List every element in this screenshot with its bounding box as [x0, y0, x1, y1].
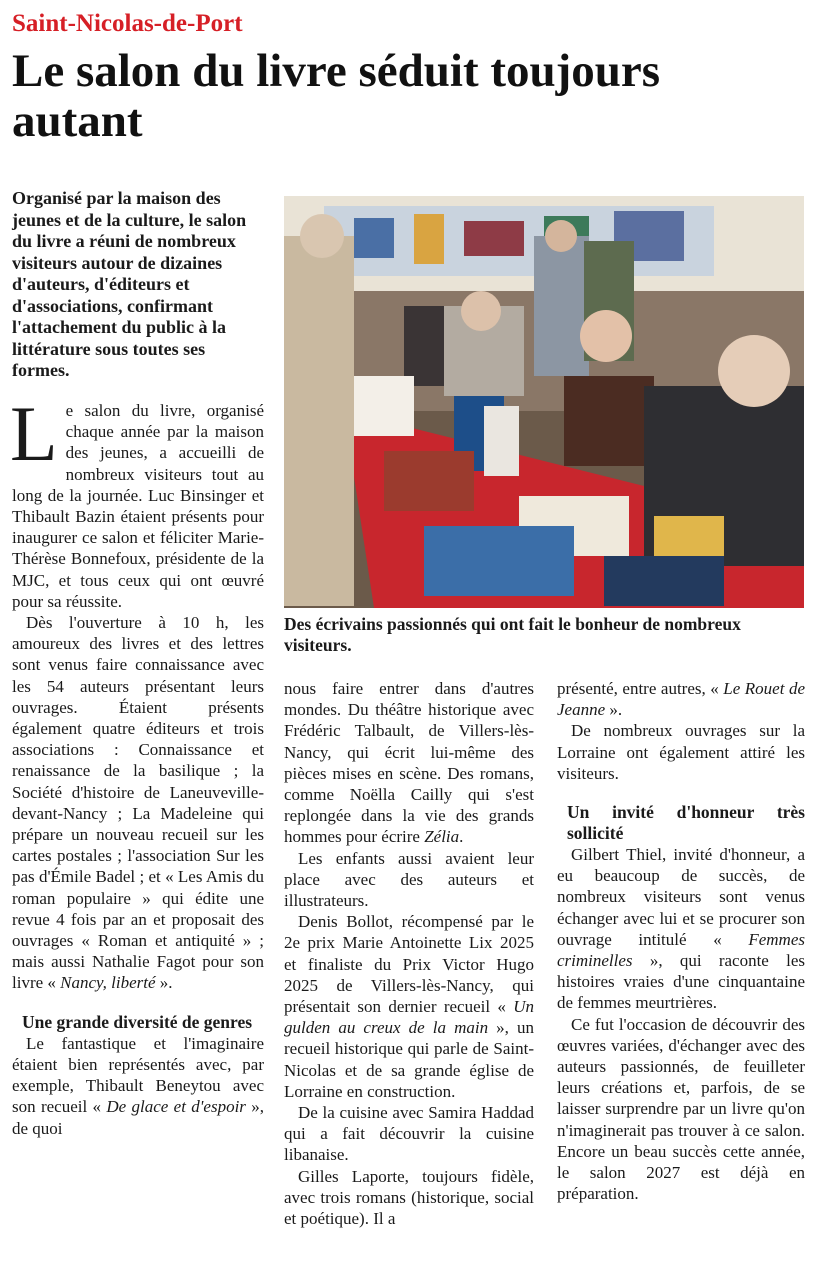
article-headline: Le salon du livre séduit toujours autant	[12, 45, 661, 147]
photo-caption: Des écrivains passionnés qui ont fait le bonheur de nombreux visiteurs.	[284, 614, 741, 655]
paragraph: présenté, entre autres, « Le Rouet de Jeanne ».	[557, 679, 805, 720]
paragraph: Le fantastique et l'imaginaire étaient bien représentés avec, par exemple, Thibault Beneytou avec son recueil « De glace et d'espoir », de quoi	[12, 1033, 265, 1138]
article-kicker: Saint-Nicolas-de-Port	[12, 10, 243, 37]
article-photo	[284, 196, 804, 608]
paragraph: Ce fut l'occasion de découvrir des œuvres variées, d'échanger avec des auteurs passionnés, de feuilleter leurs créations et, parfois, de se laisser surprendre par un livre qu'on n'imaginerait pas trouver à ce salon. Encore un beau succès cette année, le salon 2027 est déjà en préparation.	[557, 1014, 805, 1204]
paragraph: Le salon du livre, organisé chaque année par la maison des jeunes, a accueilli de nombreux visiteurs tout au long de la journée. Luc Binsinger et Thibault Bazin étaient présents pour inaugurer ce salon et féliciter Marie-Thérèse Bonnefoux, présidente de la MJC, et tous ceux qui ont œuvré pour sa réussite.	[10, 390, 264, 611]
article-column-3	[557, 678, 805, 1204]
drop-cap: L	[10, 390, 58, 477]
paragraph: Gilbert Thiel, invité d'honneur, a eu beaucoup de succès, de nombreux visiteurs sont venus échanger avec lui et se procurer son ouvrage intitulé « Femmes criminelles », qui raconte les histoires vraies d'une cinquantaine de femmes meurtrières.	[557, 845, 805, 1013]
book-fair-photo-illustration	[284, 196, 804, 608]
paragraph: Dès l'ouverture à 10 h, les amoureux des livres et des lettres sont venus faire connaissance avec les 54 auteurs présentant leurs ouvrages. Étaient présents également quatre éditeurs et trois associations : Connaissance et renaissance de la basilique ; la Société d'histoire de Laneuveville-devant-Nancy ; La Madeleine qui prépare un nouveau recueil sur les cartes postales ; l'association Sur les pas d'Émile Badel ; et « Les Amis du roman populaire » qui édite une revue 4 fois par an et proposait des ouvrages « Roman et antiquité » ; mais aussi Nathalie Fagot pour son livre « Nancy, liberté ».	[12, 613, 264, 993]
paragraph: Gilles Laporte, toujours fidèle, avec trois romans (historique, social et poétique). Il a	[284, 1166, 534, 1229]
article-column-1	[10, 390, 265, 1139]
paragraph: Les enfants aussi avaient leur place avec des auteurs et illustrateurs.	[284, 848, 534, 911]
paragraph: Denis Bollot, récompensé par le 2e prix Marie Antoinette Lix 2025 et finaliste du Prix Victor Hugo 2025 de Villers-lès-Nancy, qui présentait son dernier recueil « Un gulden au creux de la main », un recueil historique qui parle de Saint-Nicolas et de sa grande église de Lorraine en construction.	[284, 912, 534, 1101]
article-lead: Organisé par la maison des jeunes et de la culture, le salon du livre a réuni de nombreux visiteurs autour de dizaines d'auteurs, d'éditeurs et d'associations, confirmant l'attachement du public à la littérature sous toutes ses formes.	[12, 188, 247, 380]
paragraph: nous faire entrer dans d'autres mondes. Du théâtre historique avec Frédéric Talbault, de Villers-lès-Nancy, qui écrit lui-même des pièces mises en scène. Des romans, comme Noëlla Cailly qui s'est replongée dans la vie des grands hommes pour écrire Zélia.	[284, 679, 534, 847]
paragraph: De nombreux ouvrages sur la Lorraine ont également attiré les visiteurs.	[557, 721, 805, 783]
subheading: Une grande diversité de genres	[22, 1011, 253, 1032]
paragraph: De la cuisine avec Samira Haddad qui a fait découvrir la cuisine libanaise.	[284, 1103, 534, 1165]
subheading: Un invité d'honneur très sollicité	[567, 802, 805, 844]
article-column-2	[284, 678, 534, 1229]
